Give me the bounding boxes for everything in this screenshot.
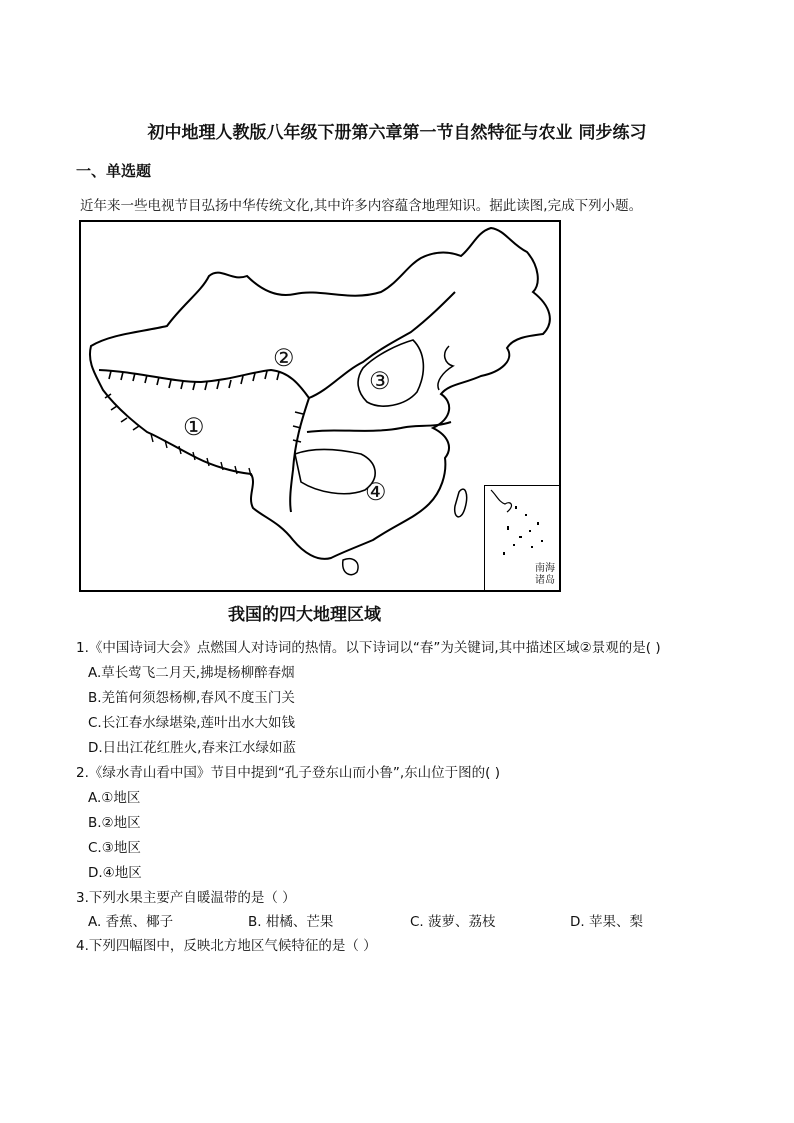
- region-label-3: ③: [369, 367, 391, 395]
- inset-label: 南海 诸岛: [535, 563, 555, 586]
- china-region-map: [79, 220, 561, 592]
- region-label-4: ④: [365, 478, 387, 506]
- qinling-huaihe-line: [307, 422, 451, 432]
- question-3-option-d: D. 苹果、梨: [570, 914, 643, 930]
- china-outline: [90, 228, 550, 559]
- question-3-option-a: A. 香蕉、椰子: [88, 914, 174, 930]
- region-label-2: ②: [273, 344, 295, 372]
- intro-text: 近年来一些电视节目弘扬中华传统文化,其中许多内容蕴含地理知识。据此读图,完成下列小题。: [80, 198, 643, 214]
- question-2-option-b: B.②地区: [88, 815, 141, 831]
- map-caption: 我国的四大地理区域: [228, 605, 381, 625]
- question-1-option-c: C.长江春水绿堪染,莲叶出水大如钱: [88, 715, 296, 731]
- boundary-kunlun: [99, 370, 309, 398]
- section-heading: 一、单选题: [76, 162, 152, 180]
- south-china-sea-inset: [484, 485, 559, 590]
- question-3-stem: 3.下列水果主要产自暖温带的是（ ）: [76, 890, 296, 906]
- question-1-option-a: A.草长莺飞二月天,拂堤杨柳醉春烟: [88, 665, 295, 681]
- page-title: 初中地理人教版八年级下册第六章第一节自然特征与农业 同步练习: [147, 123, 647, 143]
- question-4-stem: 4.下列四幅图中，反映北方地区气候特征的是（ ）: [76, 938, 377, 954]
- question-1-option-d: D.日出江花红胜火,春来江水绿如蓝: [88, 740, 296, 756]
- question-2-stem: 2.《绿水青山看中国》节目中提到“孔子登东山而小鲁”,东山位于图的( ): [76, 765, 500, 781]
- question-2-option-a: A.①地区: [88, 790, 141, 806]
- hainan-island: [343, 559, 358, 575]
- question-3-option-b: B. 柑橘、芒果: [248, 914, 334, 930]
- region-label-1: ①: [183, 413, 205, 441]
- taiwan-island: [455, 489, 467, 517]
- question-3-option-c: C. 菠萝、荔枝: [410, 914, 496, 930]
- question-1-option-b: B.羌笛何须怨杨柳,春风不度玉门关: [88, 690, 295, 706]
- question-1-stem: 1.《中国诗词大会》点燃国人对诗词的热情。以下诗词以“春”为关键词,其中描述区域②景观的是( ): [76, 640, 661, 656]
- boundary-hengduan: [290, 398, 309, 512]
- question-2-option-c: C.③地区: [88, 840, 141, 856]
- question-2-option-d: D.④地区: [88, 865, 142, 881]
